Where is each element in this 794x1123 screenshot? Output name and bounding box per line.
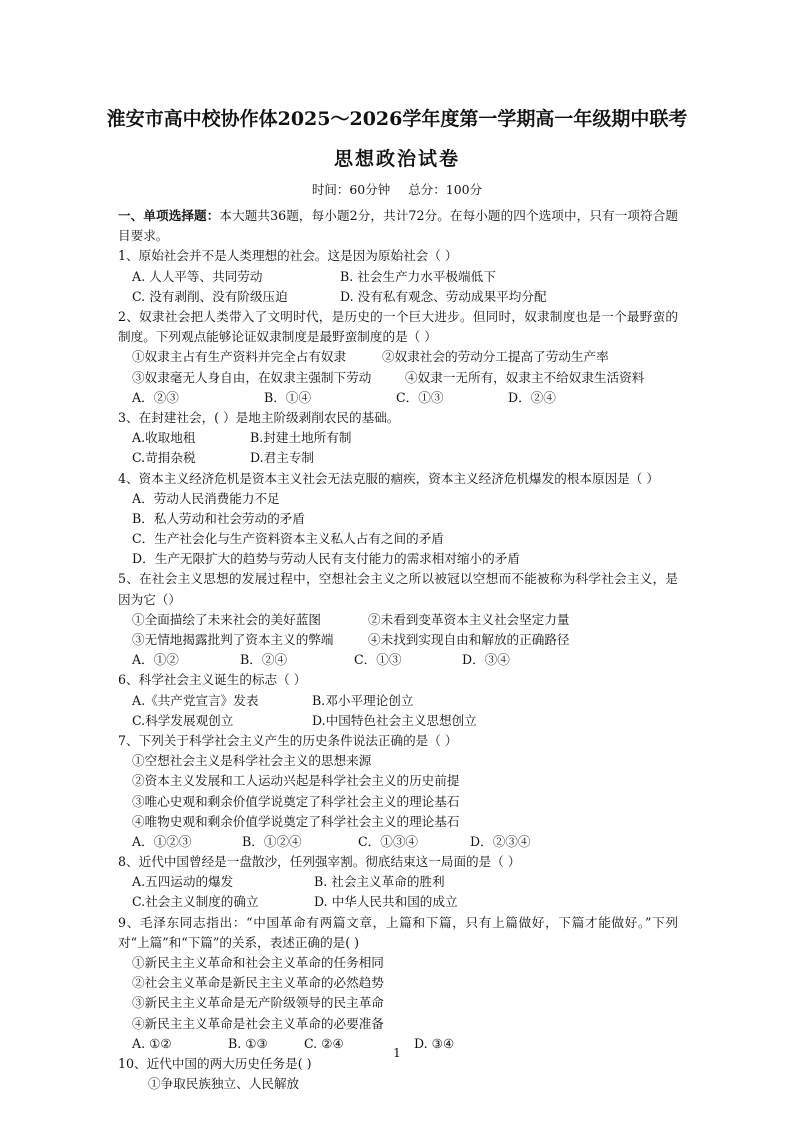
section-heading: 一、单项选择题： (118, 208, 220, 223)
option: B．私人劳动和社会劳动的矛盾 (132, 510, 305, 526)
option: B．②④ (240, 652, 288, 668)
option-row (118, 287, 678, 307)
option: D. 中华人民共和国的成立 (314, 894, 458, 910)
statement: ②资本主义发展和工人运动兴起是科学社会主义的历史前提 (132, 773, 460, 789)
option: A.五四运动的爆发 (132, 874, 234, 890)
option: A. 人人平等、共同劳动 (132, 268, 263, 284)
statement: ①争取民族独立、人民解放 (148, 1076, 300, 1092)
exam-score: 总分：100分 (408, 182, 483, 197)
option: C.科学发展观创立 (132, 712, 234, 728)
option: B．①④ (264, 389, 312, 405)
option: A．②③ (132, 389, 179, 405)
option: C．①③ (354, 652, 402, 668)
option: D. 没有私有观念、劳动成果平均分配 (340, 288, 547, 304)
question-stem: 6、科学社会主义诞生的标志（ ） (118, 672, 307, 688)
option: A. ①② (132, 1035, 172, 1051)
option-row (118, 832, 678, 852)
statement: ②社会主义革命是新民主主义革命的必然趋势 (132, 975, 384, 991)
statement: ①空想社会主义是科学社会主义的思想来源 (132, 753, 372, 769)
question-stem: 4、资本主义经济危机是资本主义社会无法克服的痼疾，资本主义经济危机爆发的根本原因是（ ） (118, 470, 659, 486)
option: C.社会主义制度的确立 (132, 894, 259, 910)
statement-row (118, 347, 678, 367)
option: C．①③④ (358, 833, 419, 849)
statement: ④唯物史观和剩余价值学说奠定了科学社会主义的理论基石 (132, 813, 460, 829)
question-stem: 8、近代中国曾经是一盘散沙，任列强宰割。彻底结束这一局面的是（ ） (118, 854, 521, 870)
statement: ③奴隶毫无人身自由，在奴隶主强制下劳动 (132, 369, 372, 385)
exam-subtitle: 思想政治试卷 (333, 148, 460, 170)
section-instruction: 本大题共36题，每小题2分，共计72分。在每小题的四个选项中，只有一项符合题目要求。 (118, 208, 678, 244)
statement: ②奴隶社会的劳动分工提高了劳动生产率 (382, 349, 609, 365)
option-row (118, 872, 678, 892)
option: B.邓小平理论创立 (312, 692, 414, 708)
option: D．②④ (508, 389, 556, 405)
option: C．①③ (396, 389, 444, 405)
option-row (118, 691, 678, 711)
statement: ④奴隶一无所有，奴隶主不给奴隶生活资料 (405, 369, 645, 385)
statement: ③唯心史观和剩余价值学说奠定了科学社会主义的理论基石 (132, 793, 460, 809)
option: B．①②④ (242, 833, 302, 849)
statement: ①新民主主义革命和社会主义革命的任务相同 (132, 955, 384, 971)
option: C．生产社会化与生产资料资本主义私人占有之间的矛盾 (132, 531, 444, 547)
option: A．①②③ (132, 833, 192, 849)
option: D.君主专制 (250, 450, 315, 466)
exam-content (118, 206, 678, 1094)
option: A．劳动人民消费能力不足 (132, 490, 280, 506)
statement: ③新民主主义革命是无产阶级领导的民主革命 (132, 995, 384, 1011)
question-stem: 1、原始社会并不是人类理想的社会。这是因为原始社会（ ） (118, 248, 458, 264)
statement: ④未找到实现自由和解放的正确路径 (368, 632, 570, 648)
statement-row (118, 630, 678, 650)
option: A．①② (132, 652, 179, 668)
question-stem: 7、下列关于科学社会主义产生的历史条件说法正确的是（ ） (118, 732, 458, 748)
exam-time: 时间：60分钟 (311, 182, 391, 197)
option-row (118, 428, 678, 448)
statement: ②未看到变革资本主义社会坚定力量 (368, 611, 570, 627)
statement-row (118, 368, 678, 388)
option-row (118, 892, 678, 912)
section-intro (118, 206, 678, 246)
option: A.《共产党宣言》发表 (132, 692, 259, 708)
option: D. ③④ (414, 1035, 455, 1051)
option: B.封建土地所有制 (250, 430, 352, 446)
option-row (118, 711, 678, 731)
option: D．③④ (462, 652, 510, 668)
option-row (118, 267, 678, 287)
option: B. ①③ (228, 1035, 268, 1051)
question-stem: 3、在封建社会，( ）是地主阶级剥削农民的基础。 (118, 409, 400, 425)
statement: ④新民主主义革命是社会主义革命的必要准备 (132, 1015, 384, 1031)
option-row (118, 448, 678, 468)
option: D．②③④ (470, 833, 531, 849)
option: D．生产无限扩大的趋势与劳动人民有支付能力的需求相对缩小的矛盾 (132, 551, 520, 567)
question-stem: 5、在社会主义思想的发展过程中，空想社会主义之所以被冠以空想而不能被称为科学社会主义，是因为它（） (118, 571, 678, 607)
question-stem: 10、近代中国的两大历史任务是( ) (118, 1056, 312, 1072)
option: B. 社会主义革命的胜利 (314, 874, 445, 890)
page-number: 1 (393, 1046, 401, 1060)
question-stem: 2、奴隶社会把人类带入了文明时代，是历史的一个巨大进步。但同时，奴隶制度也是一个最野蛮的制度。下列观点能够论证奴隶制度是最野蛮制度的是（ ） (118, 308, 678, 345)
option-row (118, 650, 678, 670)
option-row (118, 388, 678, 408)
option: D.中国特色社会主义思想创立 (312, 712, 477, 728)
exam-time-score (0, 180, 794, 198)
exam-title: 淮安市高中校协作体2025～2026学年度第一学期高一年级期中联考 (106, 108, 688, 130)
option: C. 没有剥削、没有阶级压迫 (132, 288, 288, 304)
option: C. ②④ (304, 1035, 344, 1051)
option: A.收取地租 (132, 430, 196, 446)
option: C.苛捐杂税 (132, 450, 196, 466)
statement-row (118, 610, 678, 630)
question-stem: 9、毛泽东同志指出：“中国革命有两篇文章，上篇和下篇，只有上篇做好，下篇才能做好。”下列对“上篇”和“下篇”的关系，表述正确的是( ) (118, 914, 678, 950)
statement: ①奴隶主占有生产资料并完全占有奴隶 (132, 349, 347, 365)
option: B. 社会生产力水平极端低下 (340, 268, 496, 284)
statement: ①全面描绘了未来社会的美好蓝图 (132, 611, 321, 627)
statement: ③无情地揭露批判了资本主义的弊端 (132, 632, 334, 648)
